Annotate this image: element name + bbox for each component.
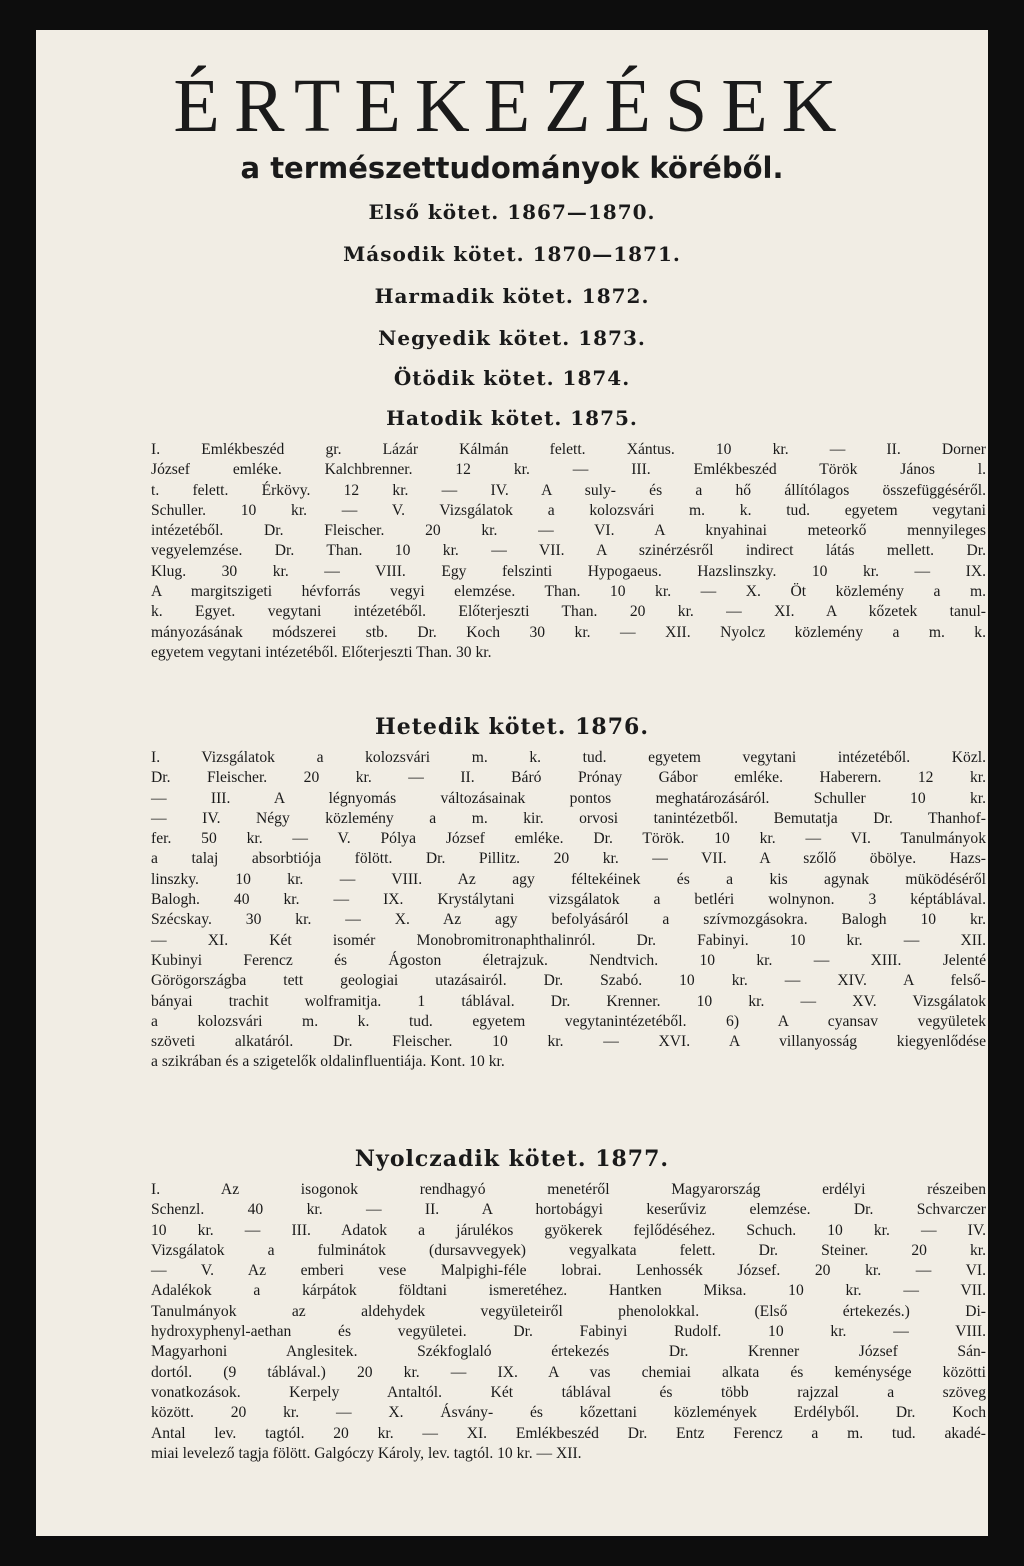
content-line: Klug. 30 kr. — VIII. Egy felszinti Hypogaeus. Hazslinszky. 10 kr. — IX. xyxy=(151,562,986,580)
content-line: linszky. 10 kr. — VIII. Az agy féltekéinek és a kis agynak müködéséről xyxy=(151,870,986,888)
content-line: Tanulmányok az aldehydek vegyületeiről phenolokkal. (Első értekezés.) Di- xyxy=(151,1302,986,1320)
content-line: fer. 50 kr. — V. Pólya József emléke. Dr. Török. 10 kr. — VI. Tanulmányok xyxy=(151,830,986,848)
content-line: mányozásának módszerei stb. Dr. Koch 30 kr. — XII. Nyolcz közlemény a m. k. xyxy=(151,623,986,641)
content-line: Kubinyi Ferencz és Ágoston életrajzuk. Nendtvich. 10 kr. — XIII. Jelenté xyxy=(151,951,986,969)
content-line: I. Emlékbeszéd gr. Lázár Kálmán felett. Xántus. 10 kr. — II. Dorner xyxy=(151,441,986,458)
page-title: ÉRTEKEZÉSEK xyxy=(173,64,851,148)
document-page xyxy=(36,30,988,1536)
content-line: t. felett. Érkövy. 12 kr. — IV. A suly- és a hő állítólagos összefüggéséről. xyxy=(151,481,986,499)
content-line: I. Vizsgálatok a kolozsvári m. k. tud. egyetem vegytani intézetéből. Közl. xyxy=(151,749,986,766)
content-line: Antal lev. tagtól. 20 kr. — XI. Emlékbeszéd Dr. Entz Ferencz a m. tud. akadé- xyxy=(151,1424,986,1442)
content-line: — III. A légnyomás változásainak pontos meghatározásáról. Schuller 10 kr. xyxy=(151,789,986,807)
volume-6-contents xyxy=(151,440,986,663)
content-line: között. 20 kr. — X. Ásvány- és kőzettani közlemények Erdélyből. Dr. Koch xyxy=(151,1404,986,1422)
content-line: a kolozsvári m. k. tud. egyetem vegytanintézetéből. 6) A cyansav vegyületek xyxy=(151,1012,986,1030)
page-subtitle: a természettudományok köréből. xyxy=(240,151,784,185)
content-line: intézetéből. Dr. Fleischer. 20 kr. — VI. A knyahinai meteorkő mennyileges xyxy=(151,522,986,540)
volume-7-contents xyxy=(151,748,986,1073)
volume-8-contents xyxy=(151,1180,986,1464)
volume-1-heading: Első kötet. 1867—1870. xyxy=(368,200,656,224)
volume-6-heading: Hatodik kötet. 1875. xyxy=(386,406,638,430)
content-line: Dr. Fleischer. 20 kr. — II. Báró Prónay Gábor emléke. Haberern. 12 kr. xyxy=(151,769,986,787)
content-line: I. Az isogonok rendhagyó menetéről Magyarország erdélyi részeiben xyxy=(151,1181,986,1198)
content-line: hydroxyphenyl-aethan és vegyületei. Dr. Fabinyi Rudolf. 10 kr. — VIII. xyxy=(151,1323,986,1341)
content-line: a talaj absorbtiója fölött. Dr. Pillitz. 20 kr. — VII. A szőlő öbölye. Hazs- xyxy=(151,850,986,868)
content-line: Görögországba tett geologiai utazásairól. Dr. Szabó. 10 kr. — XIV. A felső- xyxy=(151,972,986,990)
volume-4-heading: Negyedik kötet. 1873. xyxy=(378,326,646,350)
volume-8-heading: Nyolczadik kötet. 1877. xyxy=(354,1146,670,1172)
content-line: — V. Az emberi vese Malpighi-féle lobrai. Lenhossék József. 20 kr. — VI. xyxy=(151,1262,986,1280)
content-line: Schuller. 10 kr. — V. Vizsgálatok a kolozsvári m. k. tud. egyetem vegytani xyxy=(151,501,986,519)
content-line: Vizsgálatok a fulminátok (dursavvegyek) vegyalkata felett. Dr. Steiner. 20 kr. xyxy=(151,1241,986,1259)
content-line: egyetem vegytani intézetéből. Előterjeszti Than. 30 kr. xyxy=(151,643,492,661)
content-line: szöveti alkatáról. Dr. Fleischer. 10 kr. — XVI. A villanyosság kiegyenlődése xyxy=(151,1033,986,1051)
content-line: bányai trachit wolframitja. 1 táblával. Dr. Krenner. 10 kr. — XV. Vizsgálatok xyxy=(151,992,986,1010)
volume-5-heading: Ötödik kötet. 1874. xyxy=(393,366,631,390)
content-line: Magyarhoni Anglesitek. Székfoglaló értekezés Dr. Krenner József Sán- xyxy=(151,1343,986,1361)
content-line: k. Egyet. vegytani intézetéből. Előterjeszti Than. 20 kr. — XI. A kőzetek tanul- xyxy=(151,603,986,621)
volume-3-heading: Harmadik kötet. 1872. xyxy=(374,284,650,308)
content-line: dortól. (9 táblával.) 20 kr. — IX. A vas chemiai alkata és keménysége közötti xyxy=(151,1363,986,1381)
volume-7-heading: Hetedik kötet. 1876. xyxy=(374,714,650,740)
content-line: Schenzl. 40 kr. — II. A hortobágyi keserűviz elemzése. Dr. Schvarczer xyxy=(151,1201,986,1219)
content-line: miai levelező tagja fölött. Galgóczy Károly, lev. tagtól. 10 kr. — XII. xyxy=(151,1444,582,1462)
content-line: 10 kr. — III. Adatok a járulékos gyökerek fejlődéséhez. Schuch. 10 kr. — IV. xyxy=(151,1221,986,1239)
content-line: vonatkozások. Kerpely Antaltól. Két táblával és több rajzzal a szöveg xyxy=(151,1383,986,1401)
content-line: — XI. Két isomér Monobromitronaphthalinról. Dr. Fabinyi. 10 kr. — XII. xyxy=(151,931,986,949)
content-line: vegyelemzése. Dr. Than. 10 kr. — VII. A szinérzésről indirect látás mellett. Dr. xyxy=(151,542,986,560)
content-line: Balogh. 40 kr. — IX. Krystálytani vizsgálatok a betléri wolnynon. 3 képtáblával. xyxy=(151,891,986,909)
content-line: József emléke. Kalchbrenner. 12 kr. — III. Emlékbeszéd Török János l. xyxy=(151,461,986,479)
content-line: Adalékok a kárpátok földtani ismeretéhez. Hantken Miksa. 10 kr. — VII. xyxy=(151,1282,986,1300)
content-line: — IV. Négy közlemény a m. kir. orvosi tanintézetből. Bemutatja Dr. Thanhof- xyxy=(151,809,986,827)
content-line: A margitszigeti hévforrás vegyi elemzése. Than. 10 kr. — X. Öt közlemény a m. xyxy=(151,583,986,601)
content-line: Szécskay. 30 kr. — X. Az agy befolyásáról a szívmozgásokra. Balogh 10 kr. xyxy=(151,911,986,929)
content-line: a szikrában és a szigetelők oldalinfluentiája. Kont. 10 kr. xyxy=(151,1053,505,1071)
volume-2-heading: Második kötet. 1870—1871. xyxy=(343,242,681,266)
